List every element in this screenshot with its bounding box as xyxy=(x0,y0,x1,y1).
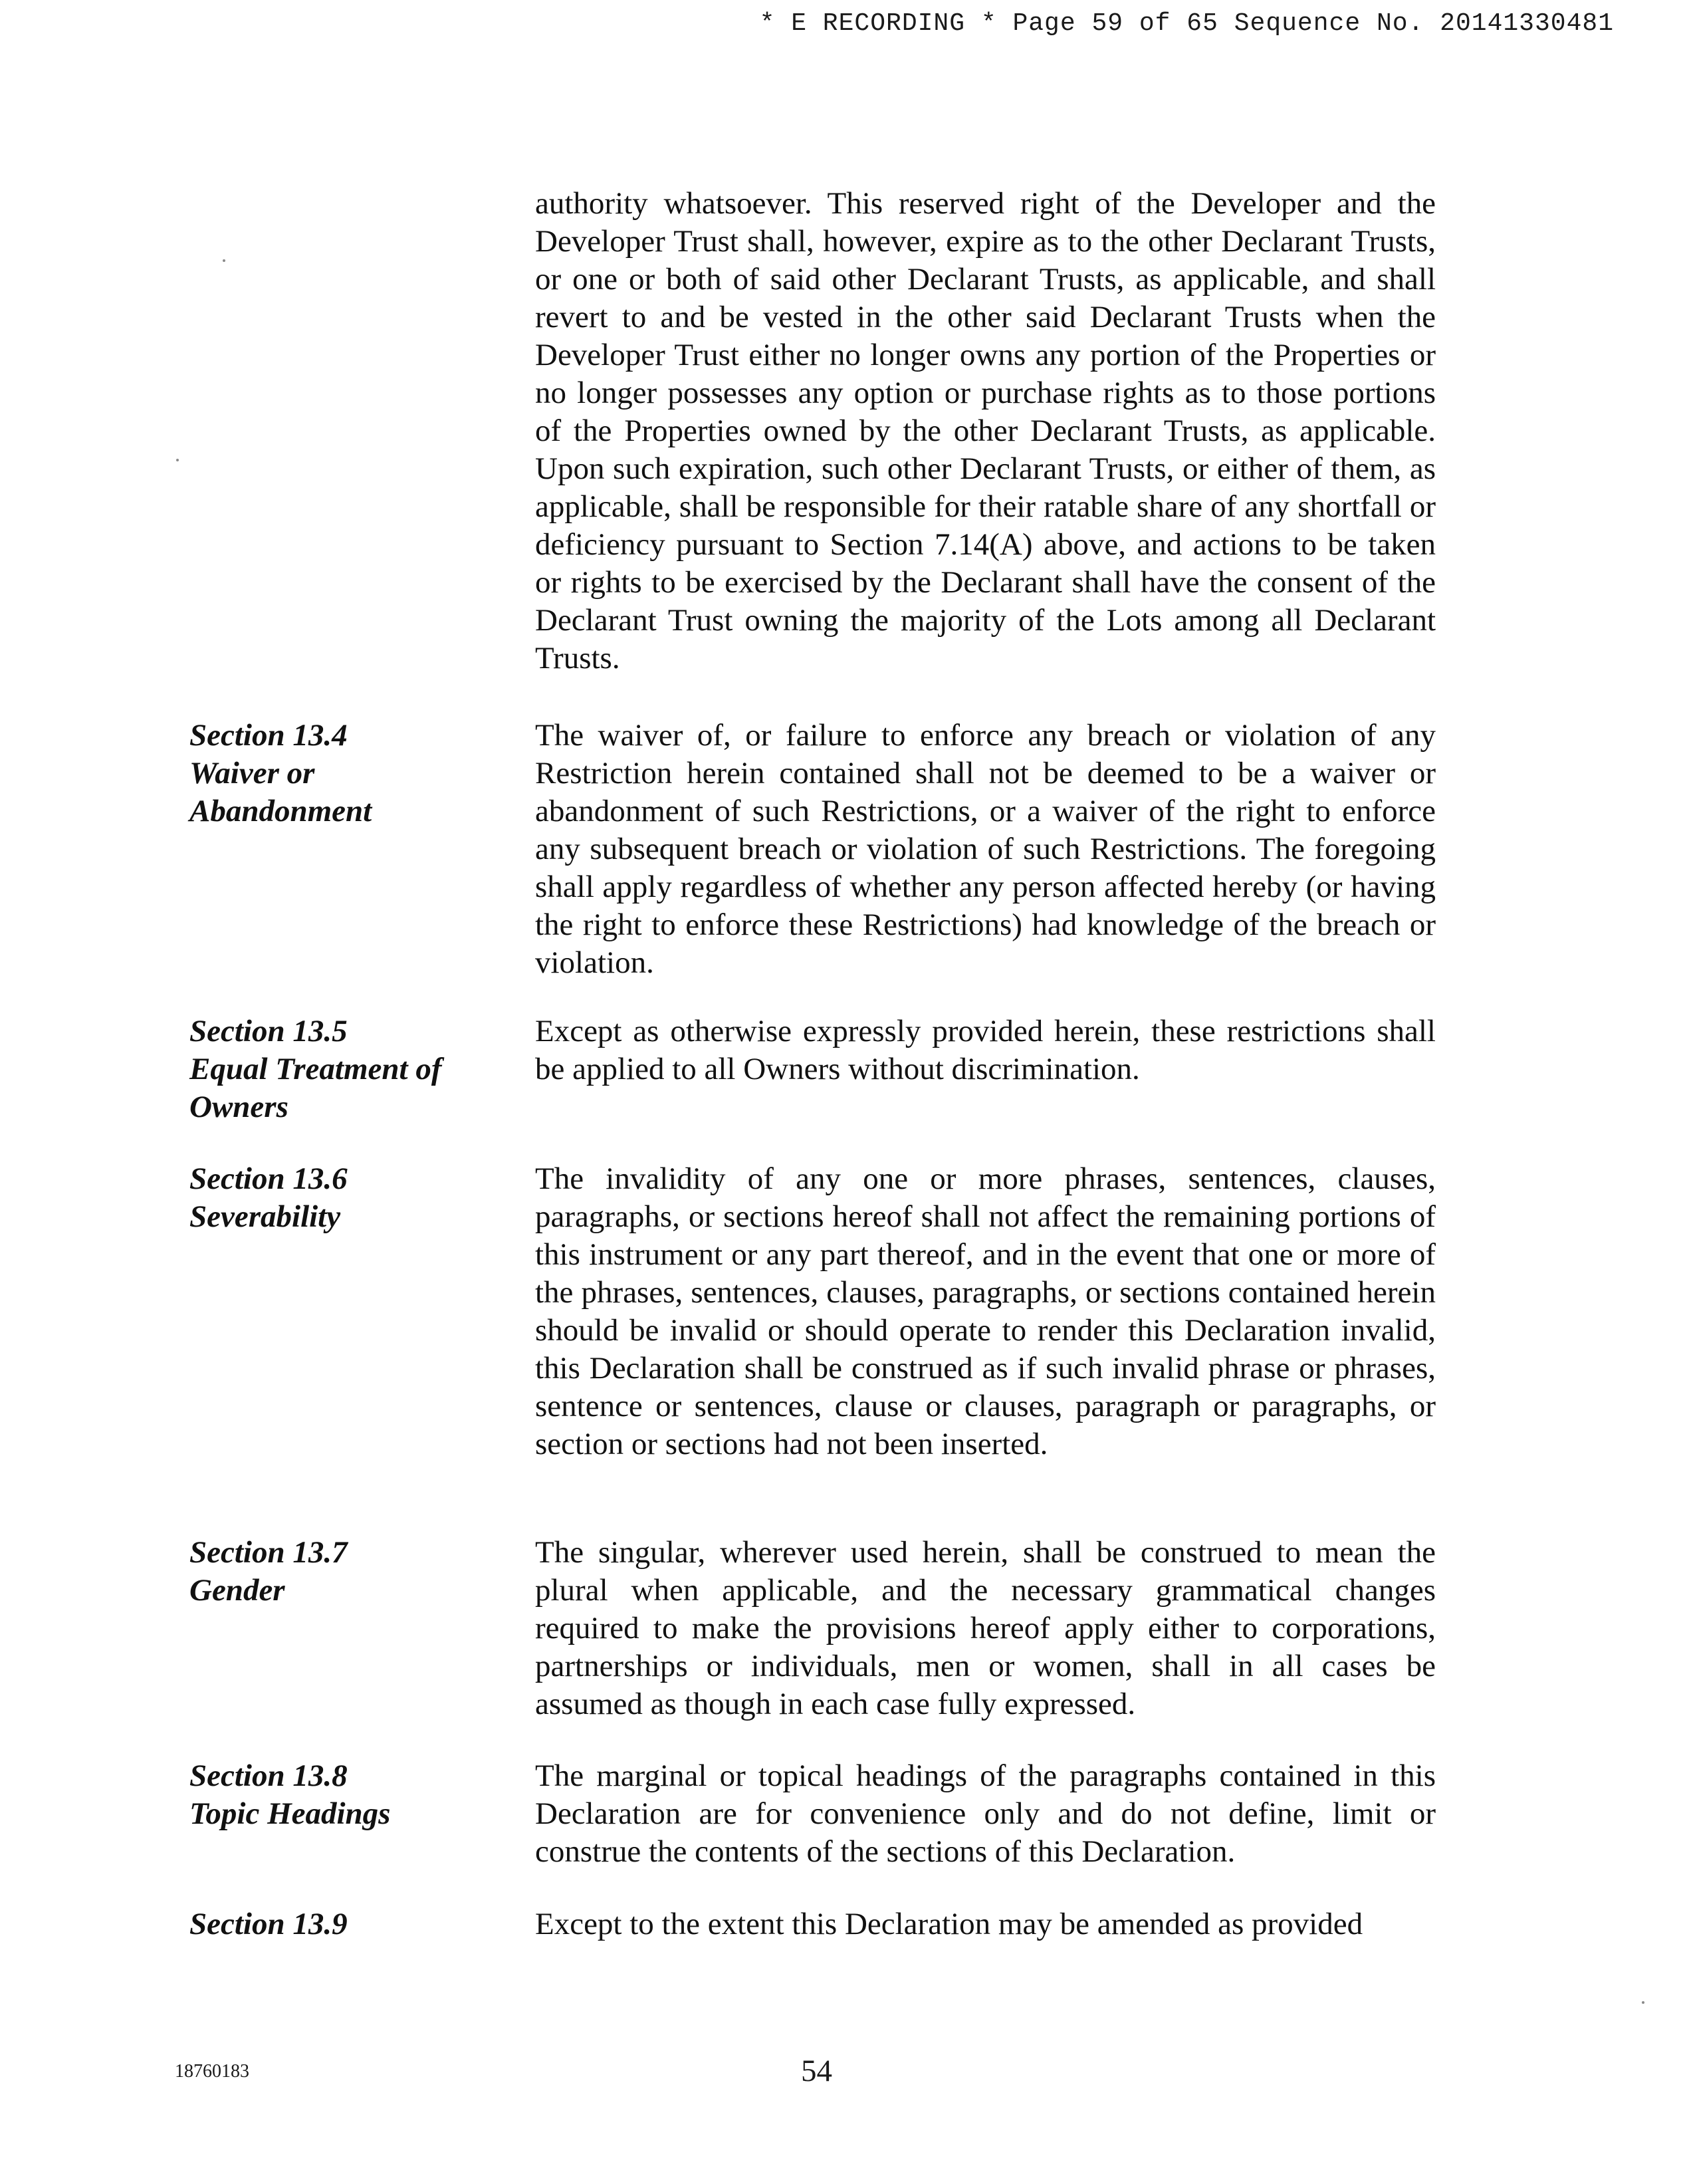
section-label xyxy=(189,1757,502,1833)
section-number: Section 13.6 xyxy=(189,1161,348,1196)
section-body: Except to the extent this Declaration may be amended as provided xyxy=(535,1907,1363,1941)
page-number: 54 xyxy=(801,2054,832,2088)
section-title-line: Owners xyxy=(189,1090,288,1124)
section-label xyxy=(189,1905,502,1943)
section-title-line: Equal Treatment of xyxy=(189,1052,442,1086)
section-number: Section 13.4 xyxy=(189,718,348,753)
section-title-line: Severability xyxy=(189,1199,341,1234)
scan-speck xyxy=(176,459,179,461)
section-body: Except as otherwise expressly provided herein, these restrictions shall be applied to all Owners without discrimination. xyxy=(535,1014,1436,1086)
section-body: The marginal or topical headings of the paragraphs contained in this Declaration are for convenience only and do not define, limit or construe the contents of the sections of this Declaration. xyxy=(535,1759,1436,1869)
section-title-line: Gender xyxy=(189,1573,285,1608)
section-title-line: Abandonment xyxy=(189,794,372,828)
section-number: Section 13.7 xyxy=(189,1535,348,1570)
recording-stamp: * E RECORDING * Page 59 of 65 Sequence No. 20141330481 xyxy=(759,9,1614,38)
section-body: The waiver of, or failure to enforce any breach or violation of any Restriction herein contained shall not be deemed to be a waiver or abandonment of such Restrictions, or a waiver of the right to enforce any subsequent breach or violation of such Restrictions. The foregoing shall apply regardless of whether any person affected hereby (or having the right to enforce these Restrictions) had knowledge of the breach or violation. xyxy=(535,718,1436,980)
scan-speck xyxy=(1642,2001,1644,2004)
section-number: Section 13.8 xyxy=(189,1759,348,1793)
section-label xyxy=(189,1160,502,1236)
document-id: 18760183 xyxy=(175,2061,249,2082)
section-title-line: Topic Headings xyxy=(189,1796,391,1831)
section-label xyxy=(189,1534,502,1610)
section-body: The invalidity of any one or more phrases, sentences, clauses, paragraphs, or sections hereof shall not affect the remaining portions of this instrument or any part thereof, and in the event that one or more of the phrases, sentences, clauses, paragraphs, or sections contained herein should be invalid or should operate to render this Declaration invalid, this Declaration shall be construed as if such invalid phrase or phrases, sentence or sentences, clause or clauses, paragraph or paragraphs, or section or sections had not been inserted. xyxy=(535,1161,1436,1461)
section-label xyxy=(189,717,502,830)
section-label xyxy=(189,1013,502,1126)
scan-speck xyxy=(223,259,225,262)
section-title-line: Waiver or xyxy=(189,756,315,790)
section-number: Section 13.9 xyxy=(189,1907,348,1941)
section-body: The singular, wherever used herein, shall be construed to mean the plural when applicable, and the necessary grammatical changes required to make the provisions hereof apply either to corporations, partnerships or individuals, men or women, shall in all cases be assumed as though in each case fully expressed. xyxy=(535,1535,1436,1721)
section-body: authority whatsoever. This reserved right of the Developer and the Developer Trust shall, however, expire as to the other Declarant Trusts, or one or both of said other Declarant Trusts, as applicable, and shall revert to and be vested in the other said Declarant Trusts when the Developer Trust either no longer owns any portion of the Properties or no longer possesses any option or purchase rights as to those portions of the Properties owned by the other Declarant Trusts, as applicable. Upon such expiration, such other Declarant Trusts, or either of them, as applicable, shall be responsible for their ratable share of any shortfall or deficiency pursuant to Section 7.14(A) above, and actions to be taken or rights to be exercised by the Declarant shall have the consent of the Declarant Trust owning the majority of the Lots among all Declarant Trusts. xyxy=(535,186,1436,675)
section-number: Section 13.5 xyxy=(189,1014,348,1048)
